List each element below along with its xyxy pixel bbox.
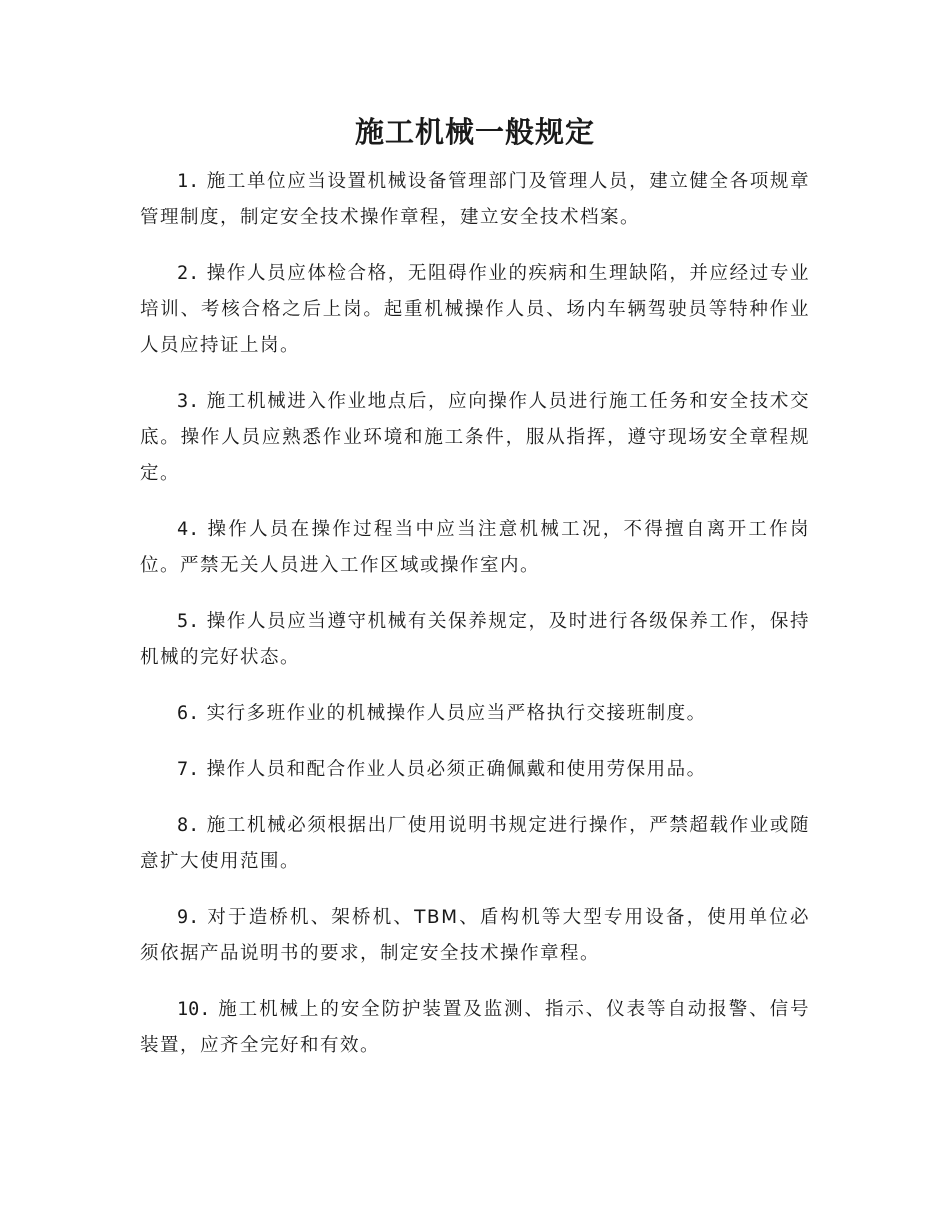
clause-9: [140, 900, 810, 972]
clause-2: [140, 256, 810, 364]
clause-text: 操作人员应体检合格，无阻碍作业的疾病和生理缺陷，并应经过专业培训、考核合格之后上岗。起重机械操作人员、场内车辆驾驶员等特种作业人员应持证上岗。: [140, 263, 810, 356]
clause-text: 实行多班作业的机械操作人员应当严格执行交接班制度。: [206, 703, 707, 724]
clause-8: [140, 808, 810, 880]
clause-number: 5.: [177, 611, 200, 632]
clause-4: [140, 512, 810, 584]
clause-text: 操作人员应当遵守机械有关保养规定，及时进行各级保养工作，保持机械的完好状态。: [140, 611, 810, 668]
clause-number: 7.: [177, 759, 200, 780]
clause-text: 操作人员和配合作业人员必须正确佩戴和使用劳保用品。: [206, 759, 707, 780]
clause-text: 操作人员在操作过程当中应当注意机械工况，不得擅自离开工作岗位。严禁无关人员进入工作区域或操作室内。: [140, 519, 810, 576]
clause-number: 9.: [177, 907, 200, 928]
clause-text: 对于造桥机、架桥机、TBM、盾构机等大型专用设备，使用单位必须依据产品说明书的要求，制定安全技术操作章程。: [140, 907, 810, 964]
clause-text: 施工机械必须根据出厂使用说明书规定进行操作，严禁超载作业或随意扩大使用范围。: [140, 815, 810, 872]
clause-5: [140, 604, 810, 676]
clause-text: 施工机械进入作业地点后，应向操作人员进行施工任务和安全技术交底。操作人员应熟悉作业环境和施工条件，服从指挥，遵守现场安全章程规定。: [140, 391, 810, 484]
clause-10: [140, 992, 810, 1064]
clause-list: [140, 164, 810, 1084]
clause-number: 2.: [177, 263, 200, 284]
clause-text: 施工单位应当设置机械设备管理部门及管理人员，建立健全各项规章管理制度，制定安全技术操作章程，建立安全技术档案。: [140, 171, 810, 228]
clause-3: [140, 384, 810, 492]
clause-text: 施工机械上的安全防护装置及监测、指示、仪表等自动报警、信号装置，应齐全完好和有效。: [140, 999, 810, 1056]
clause-number: 6.: [177, 703, 200, 724]
clause-number: 8.: [177, 815, 200, 836]
clause-6: [140, 696, 810, 732]
document-title: 施工机械一般规定: [354, 115, 595, 149]
clause-1: [140, 164, 810, 236]
clause-7: [140, 752, 810, 788]
clause-number: 1.: [177, 171, 200, 192]
clause-number: 10.: [177, 999, 211, 1020]
clause-number: 3.: [177, 391, 200, 412]
clause-number: 4.: [177, 519, 200, 540]
